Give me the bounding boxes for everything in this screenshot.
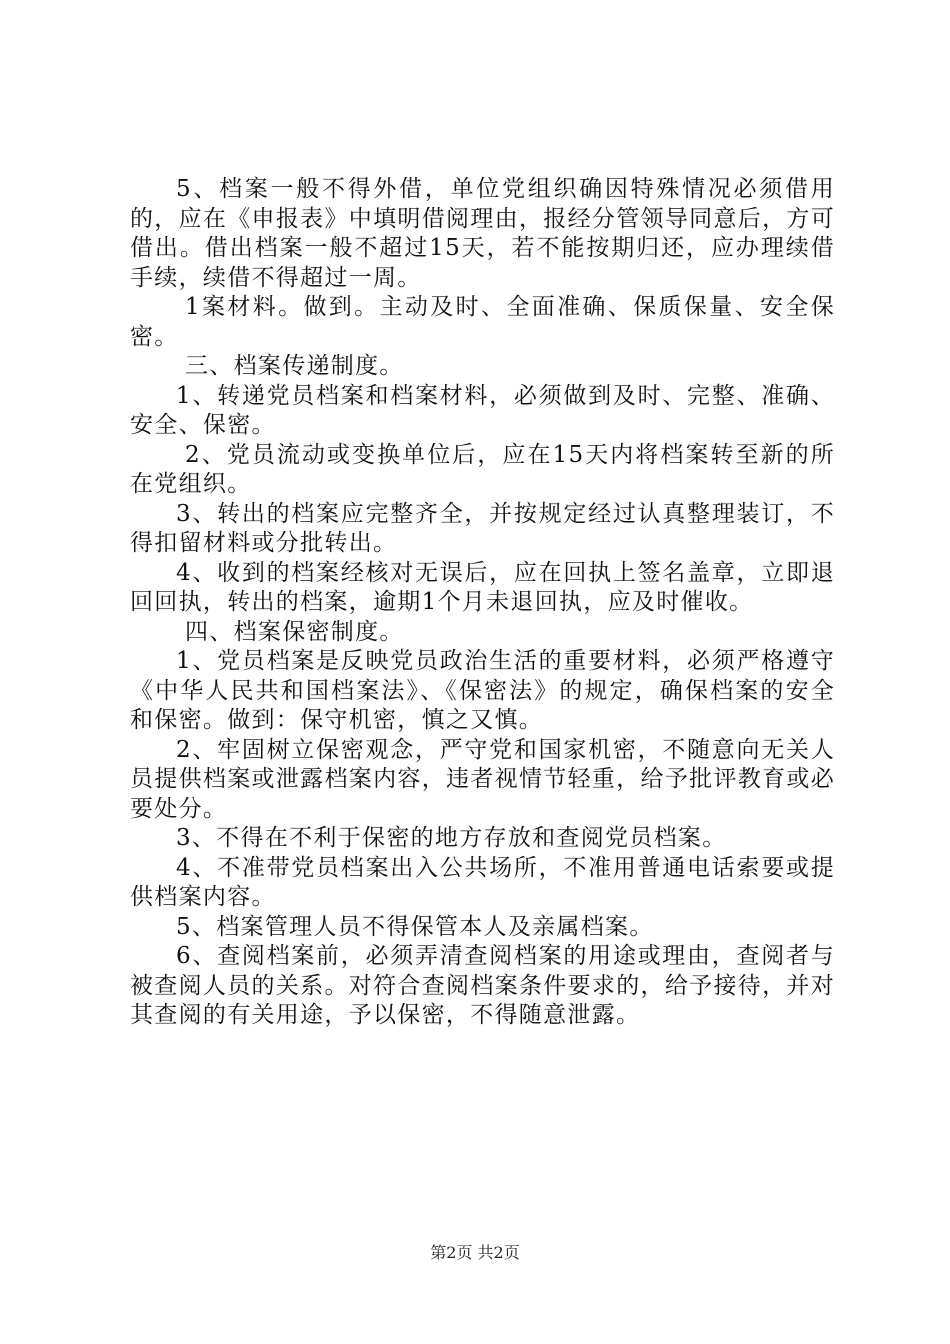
paragraph-confidentiality-1: 1、党员档案是反映党员政治生活的重要材料，必须严格遵守《中华人民共和国档案法》、《保密法》的规定，确保档案的安全和保密。做到：保守机密，慎之又慎。 — [130, 648, 835, 733]
paragraph-confidentiality-2: 2、牢固树立保密观念，严守党和国家机密，不随意向无关人员提供档案或泄露档案内容，违者视情节轻重，给予批评教育或必要处分。 — [130, 736, 835, 822]
paragraph-materials-requirement: 1案材料。做到。主动及时、全面准确、保质保量、安全保密。 — [130, 294, 835, 350]
paragraph-transfer-1: 1、转递党员档案和档案材料，必须做到及时、完整、准确、安全、保密。 — [130, 382, 835, 438]
section-heading-transfer: 三、档案传递制度。 — [185, 353, 404, 379]
page-footer — [0, 1243, 950, 1263]
paragraph-confidentiality-5: 5、档案管理人员不得保管本人及亲属档案。 — [176, 913, 654, 940]
paragraph-transfer-3: 3、转出的档案应完整齐全，并按规定经过认真整理装订，不得扣留材料或分批转出。 — [130, 500, 835, 556]
paragraph-confidentiality-3: 3、不得在不利于保密的地方存放和查阅党员档案。 — [176, 825, 727, 851]
page-number-label: 第2页 共2页 — [430, 1243, 520, 1262]
paragraph-transfer-2: 2、党员流动或变换单位后，应在15天内将档案转至新的所在党组织。 — [130, 441, 835, 497]
paragraph-transfer-4: 4、收到的档案经核对无误后，应在回执上签名盖章，立即退回回执，转出的档案，逾期1个月未退回执，应及时催收。 — [130, 559, 835, 615]
paragraph-confidentiality-6: 6、查阅档案前，必须弄清查阅档案的用途或理由，查阅者与被查阅人员的关系。对符合查阅档案条件要求的，给予接待，并对其查阅的有关用途，予以保密，不得随意泄露。 — [130, 943, 835, 1028]
document-body — [130, 175, 835, 1031]
paragraph-confidentiality-4: 4、不准带党员档案出入公共场所，不准用普通电话索要或提供档案内容。 — [130, 854, 835, 910]
paragraph-borrowing-rule: 5、档案一般不得外借，单位党组织确因特殊情况必须借用的，应在《申报表》中填明借阅理由，报经分管领导同意后，方可借出。借出档案一般不超过15天，若不能按期归还，应办理续借手续，续借不得超过一周。 — [130, 176, 835, 291]
section-heading-confidentiality: 四、档案保密制度。 — [185, 618, 404, 645]
